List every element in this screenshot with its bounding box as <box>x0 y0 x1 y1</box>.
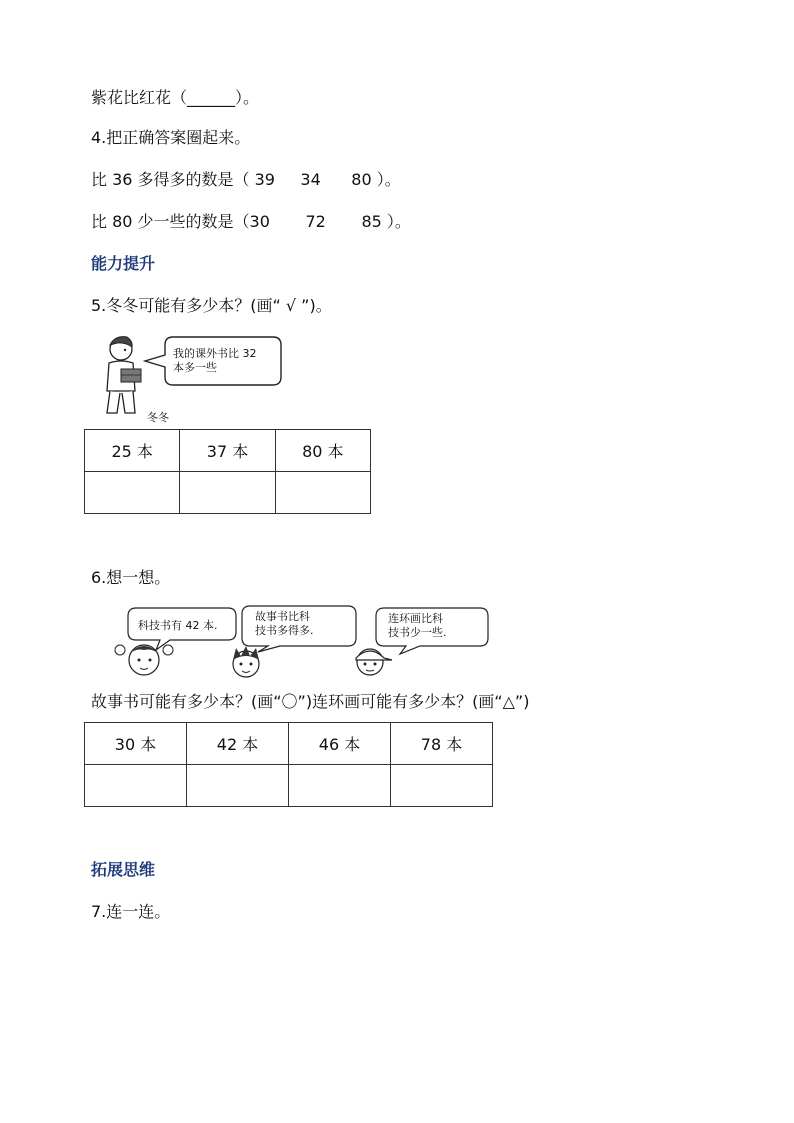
q6-header-cell: 42 本 <box>187 723 289 765</box>
q4-title: 4.把正确答案圈起来。 <box>91 128 251 147</box>
q5-header-cell: 80 本 <box>275 430 370 472</box>
q6-bubble-2-text: 故事书比科 技书多得多. <box>255 610 314 637</box>
q6-title: 6.想一想。 <box>91 568 171 587</box>
q6-answer-cell[interactable] <box>289 765 391 807</box>
section-heading-extension: 拓展思维 <box>91 860 156 879</box>
q4-line-2: 比 80 少一些的数是（30 72 85 ）。 <box>91 212 411 231</box>
q6-bubble-3-text: 连环画比科 技书少一些. <box>388 612 447 639</box>
q5-bubble-text: 我的课外书比 32 本多一些 <box>173 347 257 374</box>
q4-line-1: 比 36 多得多的数是（ 39 34 80 ）。 <box>91 170 401 189</box>
q6-answer-cell[interactable] <box>391 765 493 807</box>
q5-header-cell: 25 本 <box>85 430 180 472</box>
q6-answer-table <box>84 722 493 807</box>
q7-title: 7.连一连。 <box>91 902 171 921</box>
section-heading-ability: 能力提升 <box>91 254 156 273</box>
q5-title: 5.冬冬可能有多少本？(画“ √ ”)。 <box>91 296 332 315</box>
q5-header-cell: 37 本 <box>180 430 275 472</box>
q6-header-cell: 30 本 <box>85 723 187 765</box>
q5-answer-cell[interactable] <box>85 472 180 514</box>
q6-bubble-1-text: 科技书有 42 本. <box>138 619 218 632</box>
q5-answer-cell[interactable] <box>180 472 275 514</box>
q5-answer-table <box>84 429 371 514</box>
q6-header-cell: 78 本 <box>391 723 493 765</box>
q3-answer-line: 紫花比红花（______）。 <box>91 88 260 107</box>
q6-answer-cell[interactable] <box>85 765 187 807</box>
q5-character-name: 冬冬 <box>147 411 169 424</box>
q6-header-cell: 46 本 <box>289 723 391 765</box>
q5-answer-cell[interactable] <box>275 472 370 514</box>
q6-answer-cell[interactable] <box>187 765 289 807</box>
q6-question: 故事书可能有多少本？(画“〇”)连环画可能有多少本？(画“△”) <box>91 692 530 711</box>
